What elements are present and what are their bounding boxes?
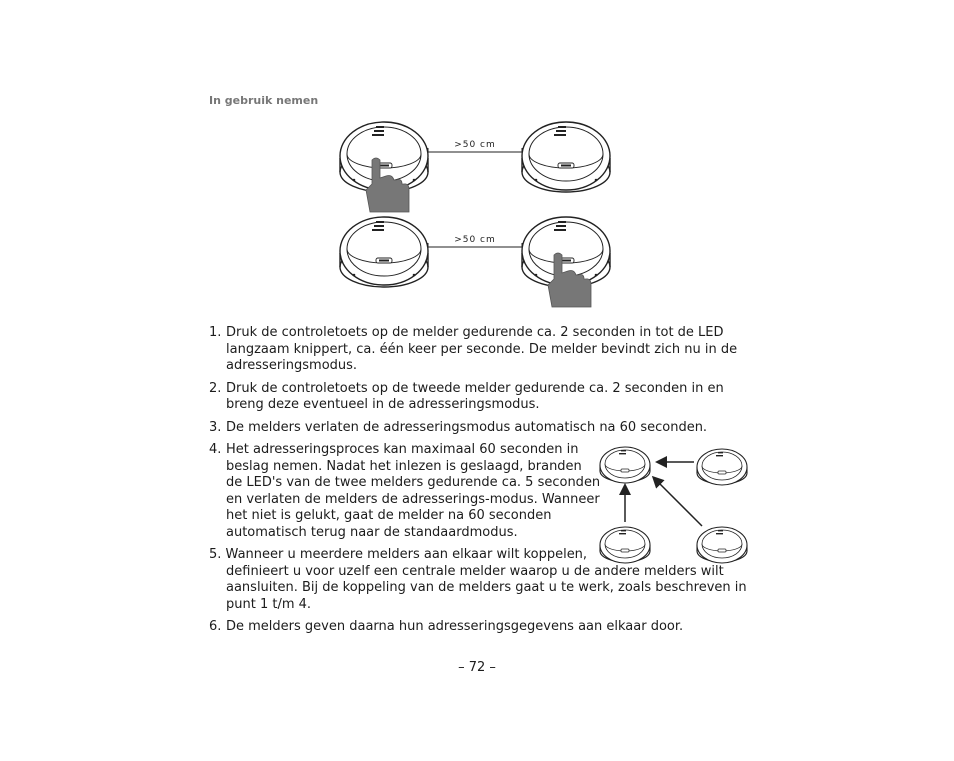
detector-top-right: [522, 122, 610, 192]
section-title: In gebruik nemen: [209, 94, 319, 107]
detector: [697, 449, 747, 485]
step-text: De melders verlaten de adresseringsmodus automatisch na 60 seconden.: [226, 419, 708, 435]
step-text: definieert u voor uzelf een centrale melder waarop u de andere melders wilt aansluiten. Bij de koppeling van de melders gaat u te werk, zoals beschreven in punt 1 t/m 4.: [226, 563, 747, 612]
distance-marker: [428, 140, 522, 156]
distance-label: >50 cm: [454, 235, 496, 245]
detector: [600, 527, 650, 563]
list-item: [209, 325, 754, 375]
step-number: 1.: [209, 325, 222, 340]
detector: [697, 527, 747, 563]
step-text-first-line: Wanneer u meerdere melders aan elkaar wilt koppelen,: [225, 547, 588, 562]
step-text: Druk de controletoets op de tweede melder gedurende ca. 2 seconden in en breng deze eventueel in de adresseringsmodus.: [226, 380, 724, 412]
step-number: 5.: [209, 547, 222, 562]
arrow: [654, 478, 702, 526]
step-number: 2.: [209, 380, 222, 396]
page-number: – 72 –: [458, 660, 496, 675]
list-item: [209, 442, 601, 541]
network-diagram: [598, 440, 754, 568]
list-item: [209, 619, 754, 636]
distance-label: >50 cm: [454, 140, 496, 150]
step-number: 6.: [209, 619, 222, 634]
step-text: Druk de controletoets op de melder gedurende ca. 2 seconden in tot de LED langzaam knippert, ca. één keer per seconde. De melder bevindt zich nu in de adresseringsmodus.: [226, 325, 738, 373]
central-detector: [600, 447, 650, 483]
step-text: De melders geven daarna hun adresseringsgegevens aan elkaar door.: [226, 619, 684, 634]
list-item: [209, 420, 754, 437]
distance-marker: [428, 235, 522, 251]
step-number: 3.: [209, 419, 222, 435]
step-number: 4.: [209, 442, 222, 457]
detector-bottom-left: [340, 217, 428, 287]
list-item: [209, 381, 754, 414]
step-text: Het adresseringsproces kan maximaal 60 seconden in beslag nemen. Nadat het inlezen is geslaagd, branden de LED's van de twee melders gedurende ca. 5 seconden en verlaten de melders de adresserings-modus. Wanneer het niet is gelukt, gaat de melder na 60 seconden automatisch terug naar de standaardmodus.: [226, 442, 601, 540]
pairing-illustration: [332, 112, 622, 312]
